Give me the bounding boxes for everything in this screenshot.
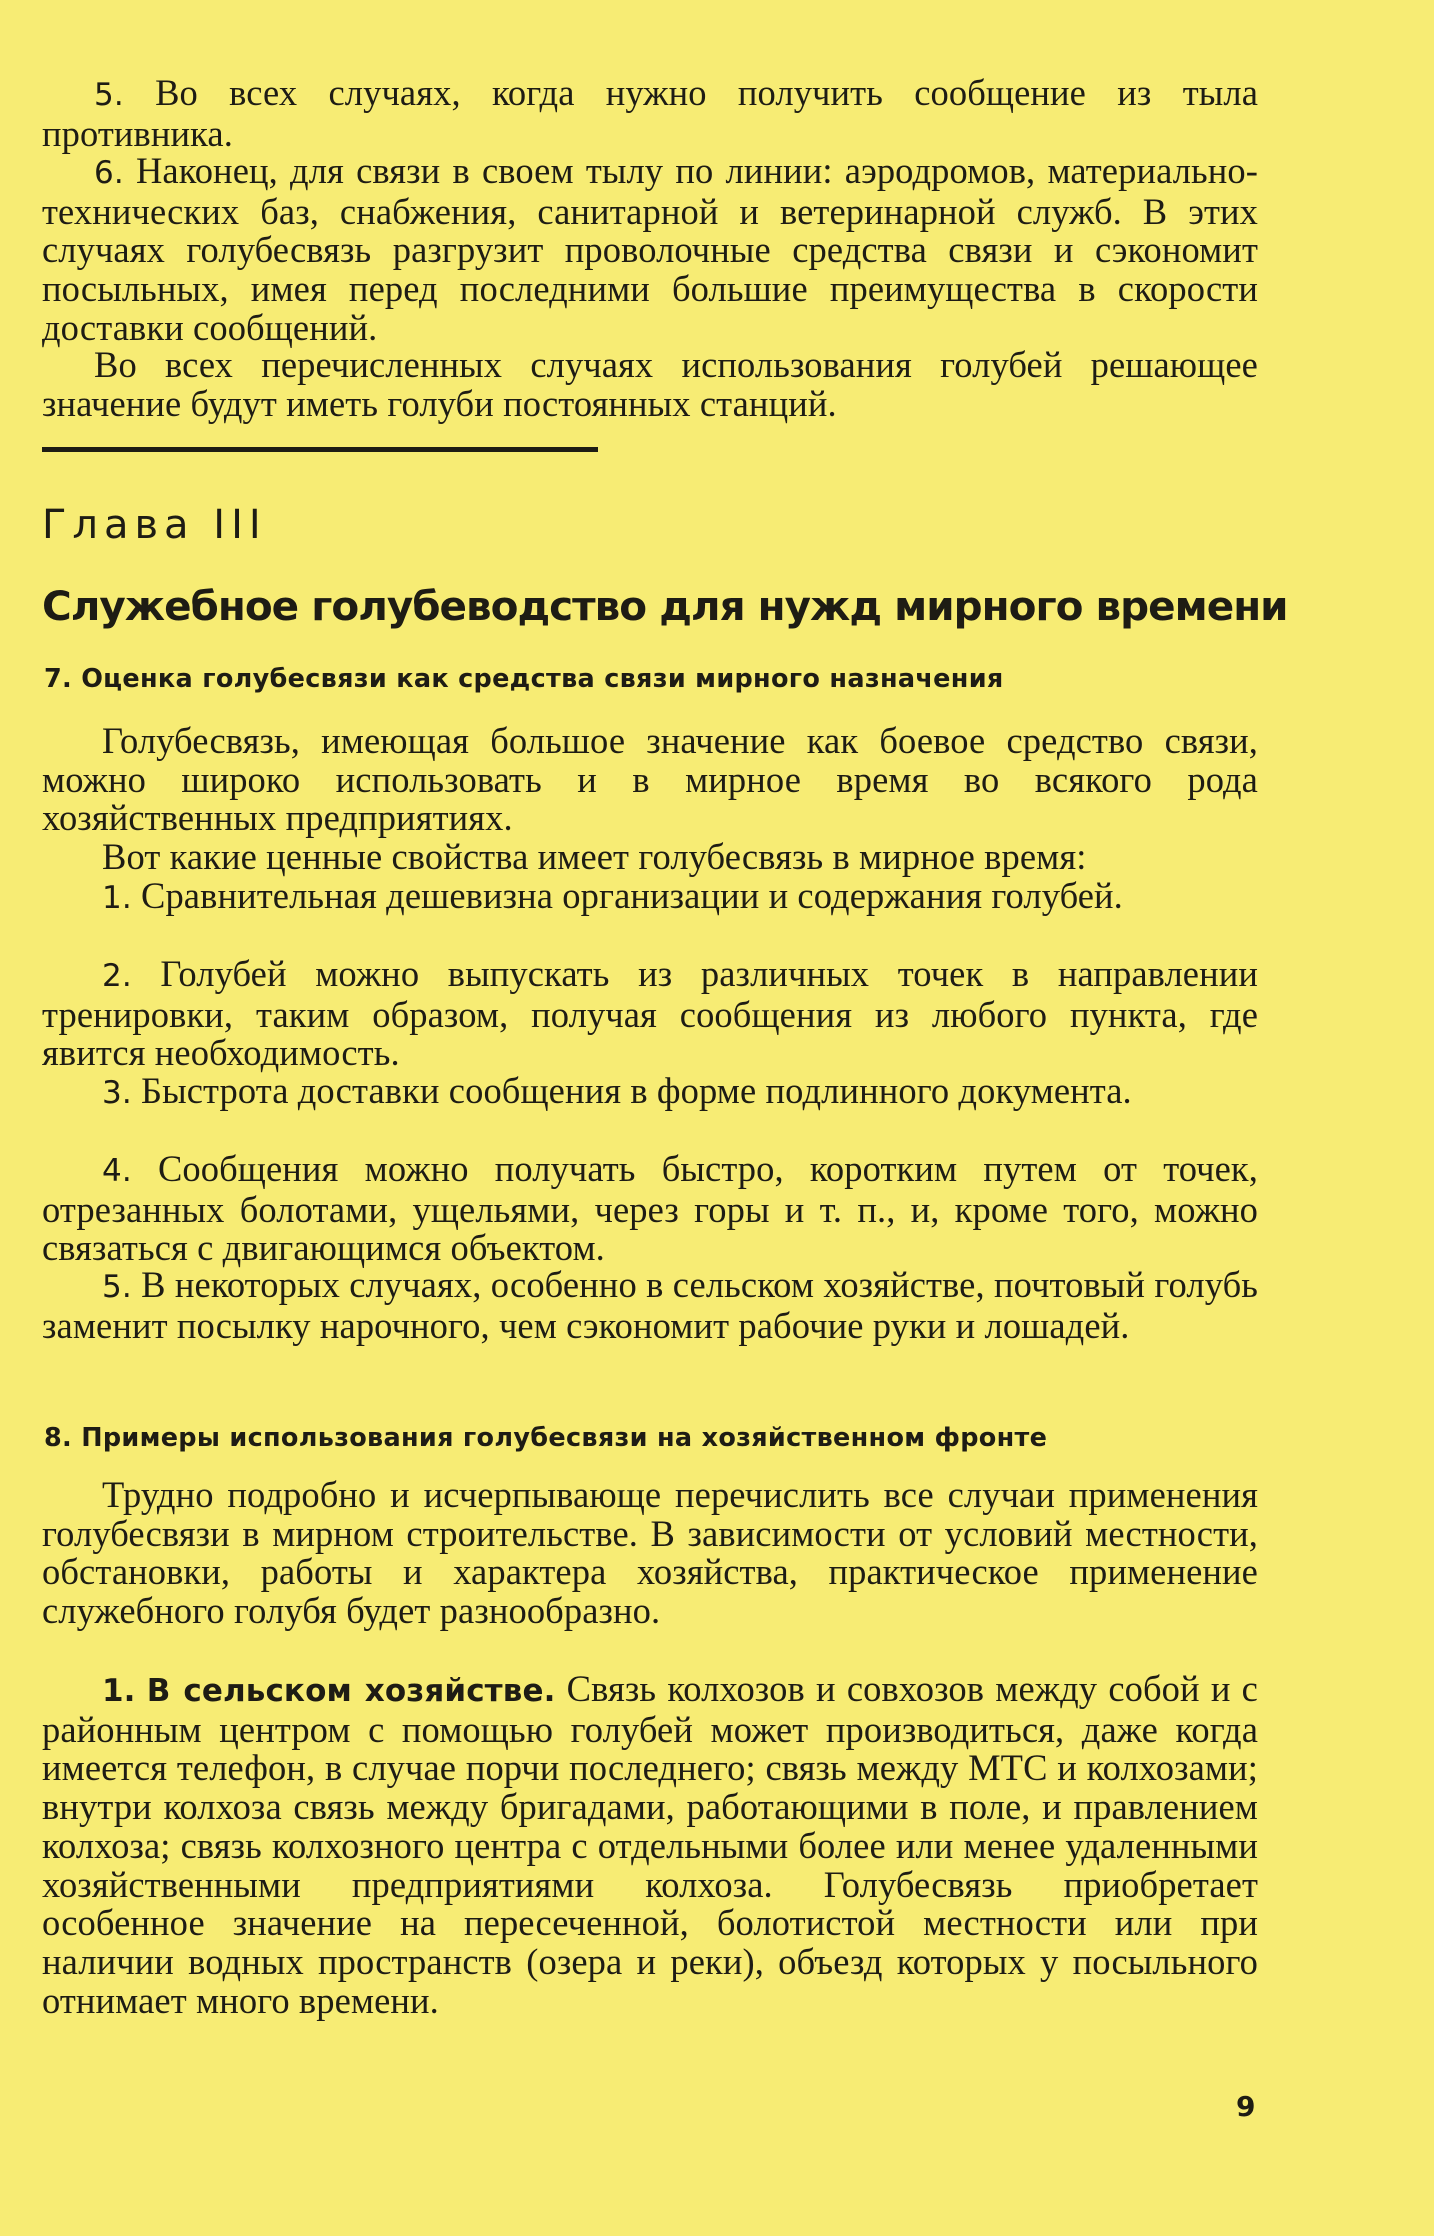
item-number: 1.	[102, 1673, 136, 1709]
section-7-item-3	[42, 1072, 1258, 1113]
intro-summary: Во всех перечисленных случаях использования голубей решающее значение будут иметь голуби постоянных станций.	[42, 344, 1258, 424]
section-7-item-5	[42, 1266, 1258, 1345]
section-7-intro: Голубесвязь, имеющая большое значение как боевое средство связи, можно широко использовать и в мирное время во всякого рода хозяйственных предприятиях.	[42, 720, 1258, 839]
item-number: 4.	[102, 1153, 132, 1189]
section-7-item-1	[42, 877, 1258, 918]
intro-item-6	[42, 152, 1258, 348]
intro-item-6-number: 6.	[94, 155, 124, 191]
item-text: В некоторых случаях, особенно в сельском хозяйстве, почтовый голубь заменит посылку нарочного, чем сэкономит рабочие руки и лошадей.	[42, 1264, 1259, 1346]
item-text: Быстрота доставки сообщения в форме подлинного документа.	[141, 1070, 1132, 1111]
section-7-lead: Вот какие ценные свойства имеет голубесвязь в мирное время:	[102, 836, 1087, 877]
section-7-heading: 7. Оценка голубесвязи как средства связи мирного назначения	[44, 664, 1004, 694]
section-8-heading: 8. Примеры использования голубесвязи на хозяйственном фронте	[44, 1423, 1048, 1453]
item-text: Сравнительная дешевизна организации и содержания голубей.	[141, 875, 1123, 916]
item-text: Голубей можно выпускать из различных точек в направлении тренировки, таким образом, получая сообщения из любого пункта, где явится необходимость.	[42, 953, 1258, 1074]
intro-item-5-number: 5.	[94, 77, 124, 113]
item-text: Сообщения можно получать быстро, коротким путем от точек, отрезанных болотами, ущельями, через горы и т. п., и, кроме того, можно связаться с двигающимся объектом.	[42, 1148, 1258, 1269]
chapter-label: Глава III	[42, 502, 267, 548]
item-text: Связь колхозов и совхозов между собой и с районным центром с помощью голубей может производиться, даже когда имеется телефон, в случае порчи последнего; связь между МТС и колхозами; внутри колхоза связь между бригадами, работающими в поле, и правлением колхоза; связь колхозного центра с отдельными более или менее удаленными хозяйственными предприятиями колхоза. Голубесвязь приобретает особенное значение на пересеченной, болотистой местности или при наличии водных пространств (озера и реки), объезд которых у посыльного отнимает много времени.	[42, 1668, 1258, 2021]
intro-item-5	[42, 74, 1258, 153]
section-7-item-4	[42, 1150, 1258, 1268]
intro-item-6-text: Наконец, для связи в своем тылу по линии: аэродромов, материально-технических баз, снабжения, санитарной и ветеринарной служб. В этих случаях голубесвязь разгрузит проволочные средства связи и сэкономит посыльных, имея перед последними большие преимущества в скорости доставки сообщений.	[42, 150, 1258, 348]
divider-rule	[42, 447, 598, 452]
section-8-intro: Трудно подробно и исчерпывающе перечислить все случаи применения голубесвязи в мирном строительстве. В зависимости от условий местности, обстановки, работы и характера хозяйства, практическое применение служебного голубя будет разнообразно.	[42, 1474, 1258, 1632]
item-number: 5.	[102, 1269, 132, 1305]
item-number: 1.	[102, 880, 132, 916]
item-heading: В сельском хозяйстве.	[146, 1673, 556, 1709]
intro-item-5-text: Во всех случаях, когда нужно получить сообщение из тыла противника.	[42, 72, 1258, 154]
chapter-title: Служебное голубеводство для нужд мирного времени	[42, 582, 1288, 630]
section-7-item-2	[42, 955, 1258, 1073]
item-number: 2.	[102, 958, 132, 994]
section-8-item-1	[42, 1670, 1258, 2020]
page-number: 9	[1236, 2090, 1256, 2123]
item-number: 3.	[102, 1075, 132, 1111]
